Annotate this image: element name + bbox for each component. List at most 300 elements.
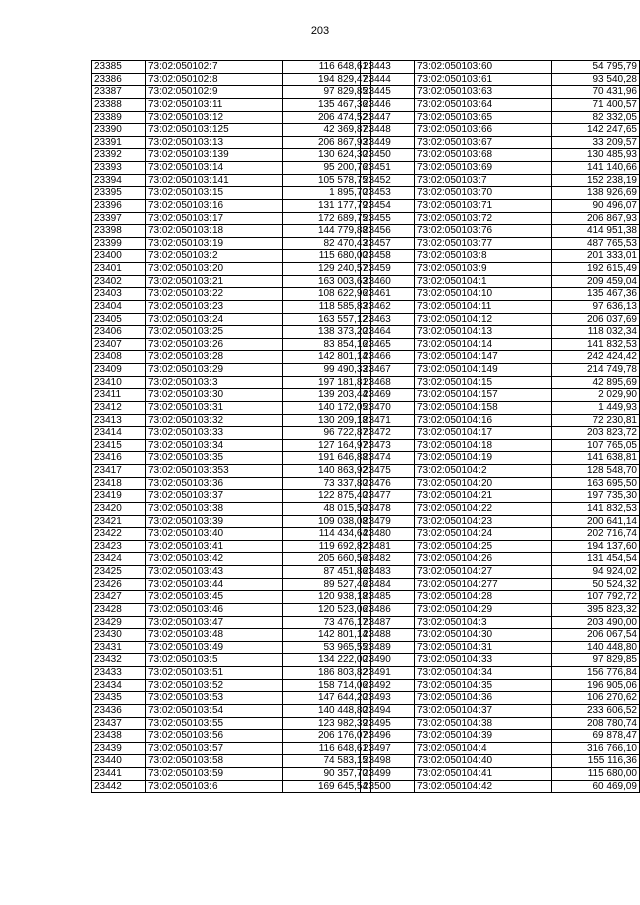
table-row [92,174,371,187]
value-cell: 141 638,81 [552,452,640,465]
table-row [361,692,640,705]
cadastral-number-cell: 73:02:050103:8 [415,250,552,263]
value-cell: 73 476,17 [283,616,371,629]
cadastral-number-cell: 73:02:050104:42 [415,780,552,793]
row-number-cell: 23448 [361,124,415,137]
row-number-cell: 23391 [92,136,146,149]
table-row [361,439,640,452]
cadastral-number-cell: 73:02:050104:40 [415,755,552,768]
value-cell: 90 496,07 [552,199,640,212]
cadastral-number-cell: 73:02:050103:40 [146,528,283,541]
table-row [361,275,640,288]
cadastral-number-cell: 73:02:050102:9 [146,86,283,99]
cadastral-number-cell: 73:02:050103:43 [146,566,283,579]
table-row [361,136,640,149]
row-number-cell: 23450 [361,149,415,162]
cadastral-number-cell: 73:02:050104:12 [415,313,552,326]
value-cell: 109 038,08 [283,515,371,528]
cadastral-number-cell: 73:02:050103:21 [146,275,283,288]
value-cell: 116 648,61 [283,61,371,74]
cadastral-number-cell: 73:02:050103:53 [146,692,283,705]
value-cell: 158 714,06 [283,679,371,692]
table-row [361,566,640,579]
table-row [361,641,640,654]
table-row [92,704,371,717]
value-cell: 89 527,46 [283,578,371,591]
cadastral-number-cell: 73:02:050103:60 [415,61,552,74]
cadastral-number-cell: 73:02:050103:25 [146,326,283,339]
table-row [361,326,640,339]
row-number-cell: 23432 [92,654,146,667]
value-cell: 414 951,38 [552,225,640,238]
row-number-cell: 23485 [361,591,415,604]
value-cell: 118 585,83 [283,300,371,313]
row-number-cell: 23430 [92,629,146,642]
cadastral-number-cell: 73:02:050103:3 [146,376,283,389]
row-number-cell: 23445 [361,86,415,99]
row-number-cell: 23465 [361,338,415,351]
value-cell: 194 829,47 [283,73,371,86]
value-cell: 53 965,55 [283,641,371,654]
value-cell: 72 230,81 [552,414,640,427]
table-row [361,263,640,276]
table-row [92,578,371,591]
value-cell: 71 400,57 [552,98,640,111]
value-cell: 196 905,06 [552,679,640,692]
value-cell: 1 449,93 [552,401,640,414]
table-row [361,591,640,604]
row-number-cell: 23499 [361,768,415,781]
table-row [92,61,371,74]
row-number-cell: 23417 [92,465,146,478]
row-number-cell: 23436 [92,704,146,717]
table-row [92,124,371,137]
cadastral-number-cell: 73:02:050103:66 [415,124,552,137]
cadastral-number-cell: 73:02:050103:125 [146,124,283,137]
row-number-cell: 23447 [361,111,415,124]
table-row [361,553,640,566]
table-row [92,679,371,692]
row-number-cell: 23461 [361,288,415,301]
value-cell: 115 680,00 [552,768,640,781]
cadastral-number-cell: 73:02:050104:10 [415,288,552,301]
table-row [361,73,640,86]
right-table [360,60,640,793]
row-number-cell: 23415 [92,439,146,452]
row-number-cell: 23500 [361,780,415,793]
cadastral-number-cell: 73:02:050103:14 [146,162,283,175]
cadastral-number-cell: 73:02:050104:24 [415,528,552,541]
table-row [92,275,371,288]
row-number-cell: 23453 [361,187,415,200]
table-row [361,162,640,175]
table-row [92,477,371,490]
table-row [92,326,371,339]
table-row [361,742,640,755]
cadastral-number-cell: 73:02:050104:33 [415,654,552,667]
table-row [92,629,371,642]
cadastral-number-cell: 73:02:050103:63 [415,86,552,99]
table-row [361,225,640,238]
row-number-cell: 23464 [361,326,415,339]
table-row [361,616,640,629]
cadastral-number-cell: 73:02:050104:35 [415,679,552,692]
cadastral-number-cell: 73:02:050103:58 [146,755,283,768]
table-row [361,629,640,642]
value-cell: 203 490,00 [552,616,640,629]
value-cell: 163 003,63 [283,275,371,288]
row-number-cell: 23475 [361,465,415,478]
table-row [361,338,640,351]
cadastral-number-cell: 73:02:050104:2 [415,465,552,478]
row-number-cell: 23488 [361,629,415,642]
row-number-cell: 23493 [361,692,415,705]
cadastral-number-cell: 73:02:050103:48 [146,629,283,642]
table-row [361,667,640,680]
row-number-cell: 23406 [92,326,146,339]
table-row [361,679,640,692]
row-number-cell: 23393 [92,162,146,175]
cadastral-number-cell: 73:02:050103:18 [146,225,283,238]
row-number-cell: 23410 [92,376,146,389]
table-row [361,300,640,313]
cadastral-number-cell: 73:02:050103:9 [415,263,552,276]
table-row [361,730,640,743]
cadastral-number-cell: 73:02:050103:37 [146,490,283,503]
table-row [361,528,640,541]
cadastral-number-cell: 73:02:050103:61 [415,73,552,86]
value-cell: 138 926,69 [552,187,640,200]
row-number-cell: 23408 [92,351,146,364]
cadastral-number-cell: 73:02:050103:57 [146,742,283,755]
value-cell: 123 982,39 [283,717,371,730]
table-row [92,616,371,629]
row-number-cell: 23483 [361,566,415,579]
cadastral-number-cell: 73:02:050103:68 [415,149,552,162]
row-number-cell: 23407 [92,338,146,351]
row-number-cell: 23474 [361,452,415,465]
value-cell: 135 467,36 [552,288,640,301]
value-cell: 202 716,74 [552,528,640,541]
cadastral-number-cell: 73:02:050103:17 [146,212,283,225]
value-cell: 144 779,88 [283,225,371,238]
row-number-cell: 23455 [361,212,415,225]
cadastral-number-cell: 73:02:050104:149 [415,364,552,377]
row-number-cell: 23398 [92,225,146,238]
cadastral-number-cell: 73:02:050103:46 [146,603,283,616]
value-cell: 316 766,10 [552,742,640,755]
table-row [92,300,371,313]
table-row [92,439,371,452]
table-row [361,376,640,389]
row-number-cell: 23440 [92,755,146,768]
value-cell: 487 765,53 [552,237,640,250]
row-number-cell: 23467 [361,364,415,377]
cadastral-number-cell: 73:02:050103:13 [146,136,283,149]
value-cell: 114 434,64 [283,528,371,541]
cadastral-number-cell: 73:02:050103:59 [146,768,283,781]
value-cell: 191 646,88 [283,452,371,465]
left-table-body [92,61,371,793]
cadastral-number-cell: 73:02:050104:15 [415,376,552,389]
cadastral-number-cell: 73:02:050104:18 [415,439,552,452]
value-cell: 94 924,02 [552,566,640,579]
cadastral-number-cell: 73:02:050103:16 [146,199,283,212]
table-row [92,692,371,705]
cadastral-number-cell: 73:02:050103:36 [146,477,283,490]
table-row [361,250,640,263]
value-cell: 206 176,07 [283,730,371,743]
value-cell: 70 431,96 [552,86,640,99]
cadastral-number-cell: 73:02:050103:11 [146,98,283,111]
value-cell: 208 780,74 [552,717,640,730]
table-row [361,465,640,478]
table-row [92,553,371,566]
value-cell: 93 540,28 [552,73,640,86]
table-row [92,717,371,730]
value-cell: 138 373,20 [283,326,371,339]
value-cell: 82 470,43 [283,237,371,250]
table-row [92,654,371,667]
cadastral-number-cell: 73:02:050104:14 [415,338,552,351]
cadastral-number-cell: 73:02:050103:35 [146,452,283,465]
value-cell: 142 801,14 [283,351,371,364]
table-row [361,755,640,768]
row-number-cell: 23496 [361,730,415,743]
row-number-cell: 23495 [361,717,415,730]
value-cell: 42 369,87 [283,124,371,137]
value-cell: 205 660,56 [283,553,371,566]
cadastral-number-cell: 73:02:050103:24 [146,313,283,326]
page-number: 203 [310,25,330,37]
table-row [92,591,371,604]
cadastral-number-cell: 73:02:050103:72 [415,212,552,225]
table-row [92,136,371,149]
value-cell: 197 181,81 [283,376,371,389]
value-cell: 107 792,72 [552,591,640,604]
row-number-cell: 23471 [361,414,415,427]
value-cell: 60 469,09 [552,780,640,793]
row-number-cell: 23468 [361,376,415,389]
cadastral-number-cell: 73:02:050104:11 [415,300,552,313]
value-cell: 130 209,18 [283,414,371,427]
cadastral-number-cell: 73:02:050104:1 [415,275,552,288]
row-number-cell: 23490 [361,654,415,667]
cadastral-number-cell: 73:02:050104:38 [415,717,552,730]
row-number-cell: 23441 [92,768,146,781]
table-row [92,338,371,351]
table-row [361,212,640,225]
row-number-cell: 23411 [92,389,146,402]
cadastral-number-cell: 73:02:050103:42 [146,553,283,566]
row-number-cell: 23390 [92,124,146,137]
row-number-cell: 23443 [361,61,415,74]
cadastral-number-cell: 73:02:050103:34 [146,439,283,452]
value-cell: 206 037,69 [552,313,640,326]
value-cell: 90 357,70 [283,768,371,781]
table-row [361,313,640,326]
row-number-cell: 23396 [92,199,146,212]
row-number-cell: 23414 [92,427,146,440]
value-cell: 141 832,53 [552,502,640,515]
value-cell: 99 490,33 [283,364,371,377]
row-number-cell: 23494 [361,704,415,717]
value-cell: 73 337,80 [283,477,371,490]
table-row [92,730,371,743]
value-cell: 206 867,93 [552,212,640,225]
row-number-cell: 23431 [92,641,146,654]
row-number-cell: 23413 [92,414,146,427]
table-row [92,755,371,768]
cadastral-number-cell: 73:02:050104:37 [415,704,552,717]
value-cell: 163 695,50 [552,477,640,490]
cadastral-number-cell: 73:02:050104:147 [415,351,552,364]
cadastral-number-cell: 73:02:050103:33 [146,427,283,440]
table-row [361,237,640,250]
row-number-cell: 23419 [92,490,146,503]
value-cell: 33 209,57 [552,136,640,149]
cadastral-number-cell: 73:02:050103:67 [415,136,552,149]
cadastral-number-cell: 73:02:050102:8 [146,73,283,86]
cadastral-number-cell: 73:02:050103:54 [146,704,283,717]
cadastral-number-cell: 73:02:050104:21 [415,490,552,503]
table-row [92,515,371,528]
value-cell: 127 164,97 [283,439,371,452]
cadastral-number-cell: 73:02:050103:52 [146,679,283,692]
row-number-cell: 23401 [92,263,146,276]
cadastral-number-cell: 73:02:050103:51 [146,667,283,680]
table-row [92,490,371,503]
cadastral-number-cell: 73:02:050103:76 [415,225,552,238]
cadastral-number-cell: 73:02:050102:7 [146,61,283,74]
value-cell: 74 583,15 [283,755,371,768]
row-number-cell: 23394 [92,174,146,187]
value-cell: 201 333,01 [552,250,640,263]
row-number-cell: 23497 [361,742,415,755]
value-cell: 131 454,54 [552,553,640,566]
row-number-cell: 23435 [92,692,146,705]
cadastral-number-cell: 73:02:050103:49 [146,641,283,654]
row-number-cell: 23400 [92,250,146,263]
row-number-cell: 23484 [361,578,415,591]
row-number-cell: 23492 [361,679,415,692]
cadastral-number-cell: 73:02:050104:34 [415,667,552,680]
value-cell: 147 644,20 [283,692,371,705]
row-number-cell: 23439 [92,742,146,755]
value-cell: 122 875,40 [283,490,371,503]
cadastral-number-cell: 73:02:050103:39 [146,515,283,528]
cadastral-number-cell: 73:02:050103:6 [146,780,283,793]
value-cell: 97 829,85 [552,654,640,667]
value-cell: 163 557,12 [283,313,371,326]
cadastral-number-cell: 73:02:050103:69 [415,162,552,175]
table-row [92,528,371,541]
table-row [92,641,371,654]
table-row [92,73,371,86]
row-number-cell: 23424 [92,553,146,566]
table-row [92,187,371,200]
cadastral-number-cell: 73:02:050104:16 [415,414,552,427]
row-number-cell: 23451 [361,162,415,175]
value-cell: 192 615,49 [552,263,640,276]
table-row [361,515,640,528]
table-row [361,540,640,553]
value-cell: 169 645,54 [283,780,371,793]
cadastral-number-cell: 73:02:050103:65 [415,111,552,124]
row-number-cell: 23420 [92,502,146,515]
cadastral-number-cell: 73:02:050103:64 [415,98,552,111]
table-row [92,225,371,238]
value-cell: 105 578,75 [283,174,371,187]
table-row [92,502,371,515]
value-cell: 83 854,16 [283,338,371,351]
cadastral-number-cell: 73:02:050103:47 [146,616,283,629]
value-cell: 140 448,80 [552,641,640,654]
cadastral-number-cell: 73:02:050103:353 [146,465,283,478]
cadastral-number-cell: 73:02:050103:19 [146,237,283,250]
value-cell: 186 803,82 [283,667,371,680]
cadastral-number-cell: 73:02:050104:277 [415,578,552,591]
table-row [92,199,371,212]
table-row [361,780,640,793]
value-cell: 139 203,44 [283,389,371,402]
row-number-cell: 23438 [92,730,146,743]
row-number-cell: 23388 [92,98,146,111]
row-number-cell: 23489 [361,641,415,654]
row-number-cell: 23437 [92,717,146,730]
value-cell: 2 029,90 [552,389,640,402]
cadastral-number-cell: 73:02:050103:32 [146,414,283,427]
cadastral-number-cell: 73:02:050104:19 [415,452,552,465]
table-row [361,603,640,616]
row-number-cell: 23478 [361,502,415,515]
value-cell: 141 140,66 [552,162,640,175]
table-row [92,768,371,781]
row-number-cell: 23385 [92,61,146,74]
cadastral-number-cell: 73:02:050104:3 [415,616,552,629]
row-number-cell: 23412 [92,401,146,414]
value-cell: 96 722,87 [283,427,371,440]
row-number-cell: 23466 [361,351,415,364]
table-row [361,389,640,402]
value-cell: 97 829,85 [283,86,371,99]
table-row [361,351,640,364]
value-cell: 152 238,19 [552,174,640,187]
value-cell: 142 801,14 [283,629,371,642]
value-cell: 206 867,93 [283,136,371,149]
cadastral-number-cell: 73:02:050103:26 [146,338,283,351]
table-row [92,250,371,263]
row-number-cell: 23399 [92,237,146,250]
left-table [91,60,371,793]
value-cell: 141 832,53 [552,338,640,351]
row-number-cell: 23469 [361,389,415,402]
cadastral-number-cell: 73:02:050103:77 [415,237,552,250]
row-number-cell: 23459 [361,263,415,276]
table-row [92,237,371,250]
table-row [361,502,640,515]
table-row [92,667,371,680]
cadastral-number-cell: 73:02:050104:41 [415,768,552,781]
value-cell: 108 622,96 [283,288,371,301]
cadastral-number-cell: 73:02:050103:22 [146,288,283,301]
value-cell: 140 863,92 [283,465,371,478]
table-row [361,704,640,717]
value-cell: 97 636,13 [552,300,640,313]
row-number-cell: 23397 [92,212,146,225]
right-table-body [361,61,640,793]
table-row [92,603,371,616]
